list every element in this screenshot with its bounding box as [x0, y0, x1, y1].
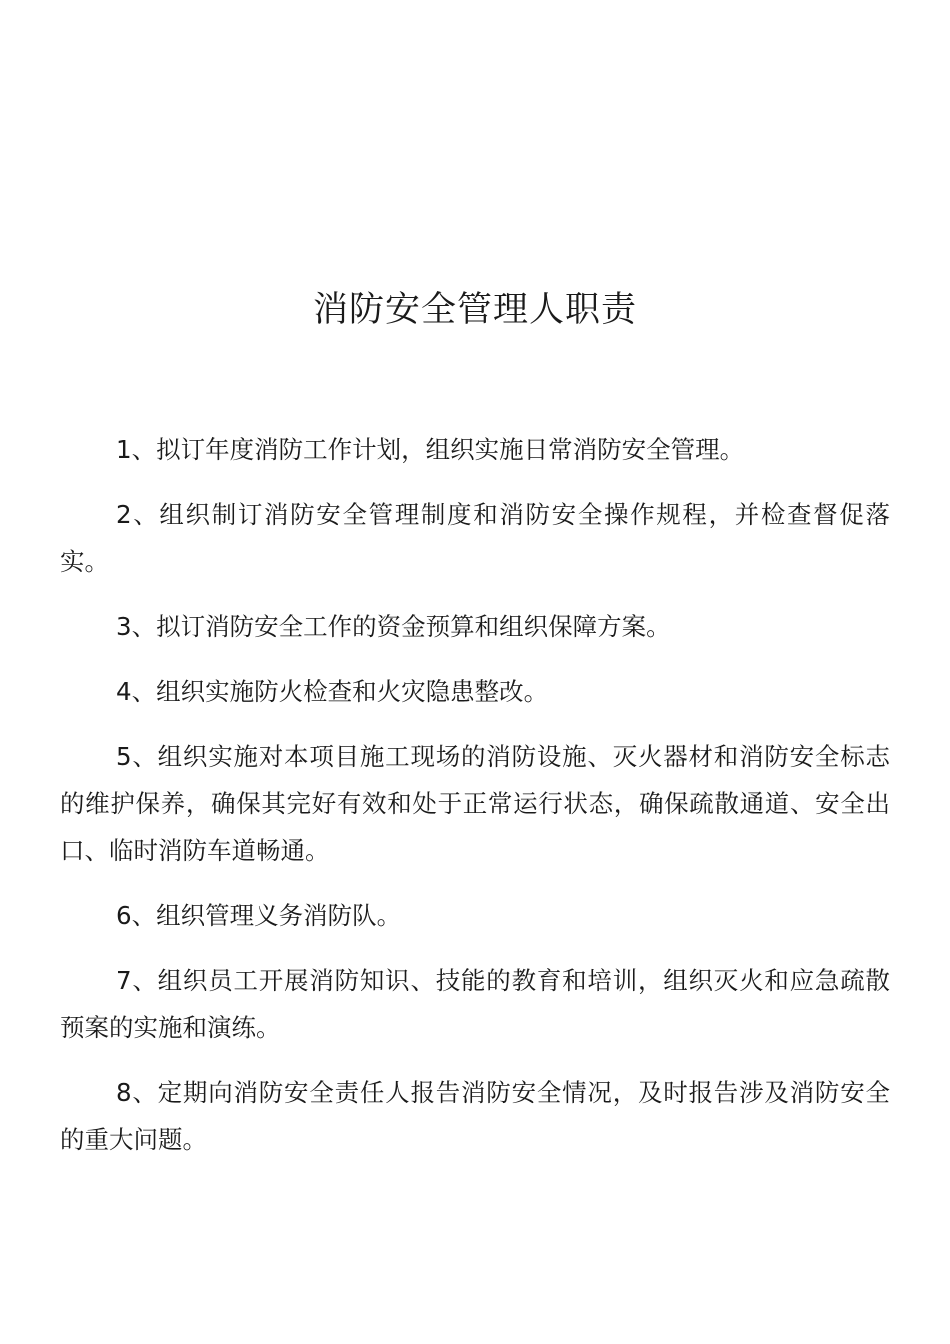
duty-item-4: 4、组织实施防火检查和火灾隐患整改。 [116, 677, 549, 706]
duty-item-2: 2、组织制订消防安全管理制度和消防安全操作规程，并检查督促落实。 [60, 500, 890, 576]
duty-item-3: 3、拟订消防安全工作的资金预算和组织保障方案。 [116, 612, 671, 641]
duty-item-8: 8、定期向消防安全责任人报告消防安全情况，及时报告涉及消防安全的重大问题。 [60, 1078, 890, 1154]
duty-item-7: 7、组织员工开展消防知识、技能的教育和培训，组织灭火和应急疏散预案的实施和演练。 [60, 966, 890, 1042]
duty-item-6: 6、组织管理义务消防队。 [116, 901, 402, 930]
duty-item-1: 1、拟订年度消防工作计划，组织实施日常消防安全管理。 [116, 435, 745, 464]
duty-item-5: 5、组织实施对本项目施工现场的消防设施、灭火器材和消防安全标志的维护保养，确保其完好有效和处于正常运行状态，确保疏散通道、安全出口、临时消防车道畅通。 [60, 742, 890, 865]
duty-list [60, 426, 890, 1181]
document-title: 消防安全管理人职责 [312, 290, 637, 330]
